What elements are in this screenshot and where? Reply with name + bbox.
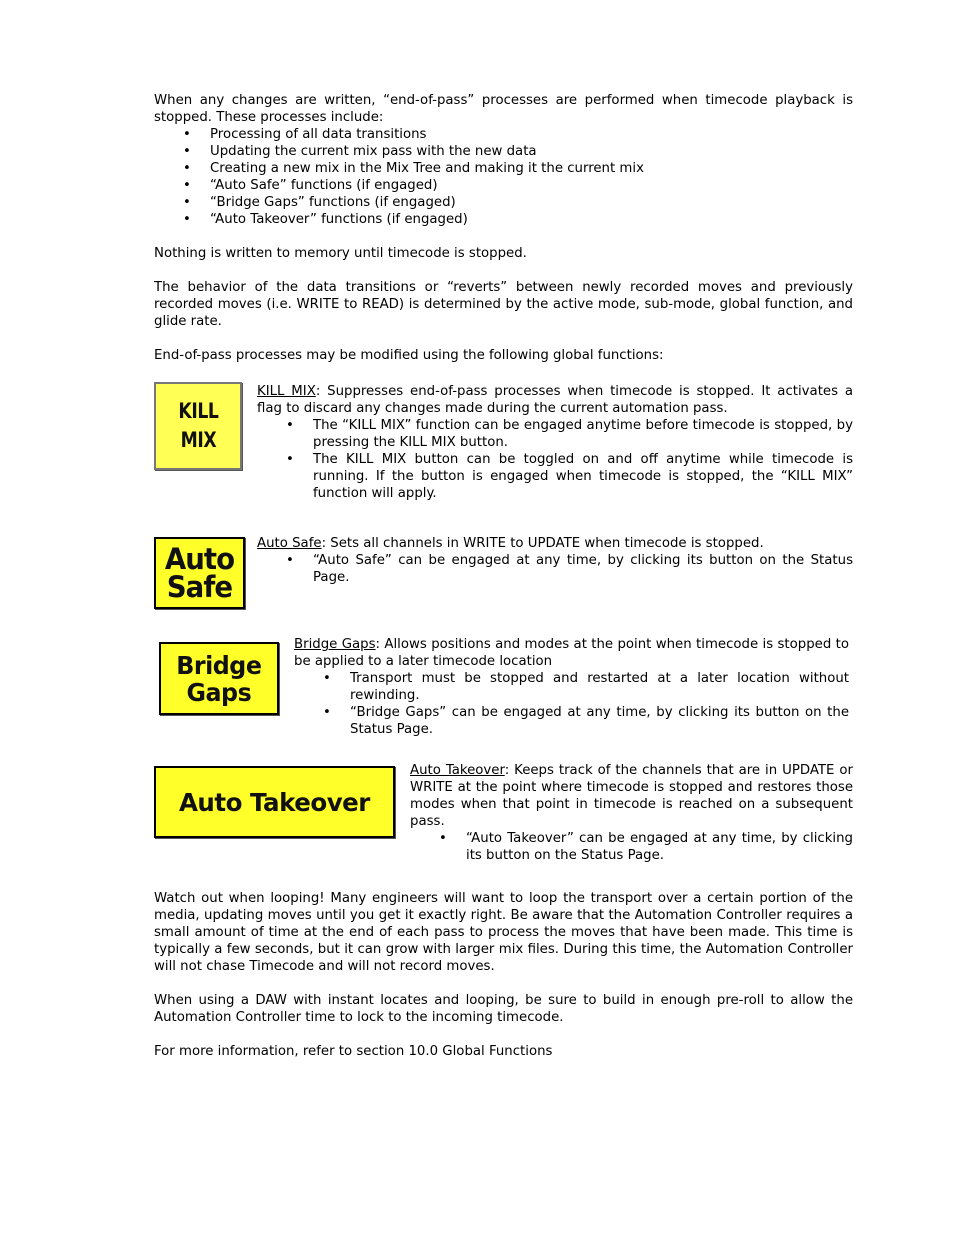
- list-item: • The “KILL MIX” function can be engaged anytime before timecode is stopped, by pressing the KILL MIX button.: [257, 417, 853, 451]
- list-item: • “Auto Safe” functions (if engaged): [154, 177, 853, 194]
- memory-paragraph: Nothing is written to memory until timecode is stopped.: [154, 246, 527, 261]
- auto-takeover-button-label: Auto Takeover: [179, 787, 370, 817]
- auto-takeover-title: Auto Takeover: [410, 763, 505, 778]
- list-item: • “Auto Safe” can be engaged at any time, by clicking its button on the Status Page.: [257, 552, 853, 586]
- auto-takeover-button[interactable]: [154, 766, 395, 838]
- behavior-paragraph: The behavior of the data transitions or “reverts” between newly recorded moves and previously recorded moves (i.e. WRITE to READ) is determined by the active mode, sub-mode, global function, and glide rate.: [154, 280, 853, 329]
- kill-mix-title: KILL MIX: [257, 384, 316, 399]
- daw-paragraph: When using a DAW with instant locates and looping, be sure to build in enough pre-roll to allow the Automation Controller time to lock to the incoming timecode.: [154, 993, 853, 1025]
- document-body: [154, 92, 853, 364]
- kill-mix-section: [257, 383, 853, 502]
- list-item: • Processing of all data transitions: [154, 126, 853, 143]
- end-of-pass-list: [154, 126, 853, 228]
- auto-takeover-section: [410, 762, 853, 864]
- list-item: • The KILL MIX button can be toggled on and off anytime while timecode is running. If the button is engaged when timecode is stopped, the “KILL MIX” function will apply.: [257, 451, 853, 502]
- auto-safe-button-line2: Safe: [166, 570, 233, 604]
- global-functions-intro: End-of-pass processes may be modified using the following global functions:: [154, 348, 664, 363]
- kill-mix-desc: : Suppresses end-of-pass processes when timecode is stopped. It activates a flag to discard any changes made during the current automation pass.: [257, 384, 853, 416]
- list-item: • Transport must be stopped and restarted at a later location without rewinding.: [294, 670, 849, 704]
- list-item: • Creating a new mix in the Mix Tree and making it the current mix: [154, 160, 853, 177]
- list-item: • “Auto Takeover” functions (if engaged): [154, 211, 853, 228]
- auto-safe-title: Auto Safe: [257, 536, 322, 551]
- kill-mix-button-line2: MIX: [180, 428, 216, 452]
- bridge-gaps-button-line2: Gaps: [186, 677, 252, 707]
- bridge-gaps-desc: : Allows positions and modes at the point when timecode is stopped to be applied to a later timecode location: [294, 637, 849, 669]
- list-item: • “Bridge Gaps” functions (if engaged): [154, 194, 853, 211]
- auto-safe-button[interactable]: [154, 537, 245, 609]
- bridge-gaps-section: [294, 636, 849, 738]
- auto-safe-button-line1: Auto: [164, 542, 235, 576]
- auto-safe-desc: : Sets all channels in WRITE to UPDATE when timecode is stopped.: [321, 536, 764, 551]
- auto-takeover-desc: : Keeps track of the channels that are in UPDATE or WRITE at the point where timecode is stopped and restores those modes when that point in timecode is reached on a subsequent pass.: [410, 763, 853, 829]
- kill-mix-button-line1: KILL: [177, 399, 219, 423]
- bridge-gaps-button[interactable]: [159, 642, 279, 715]
- intro-paragraph: When any changes are written, “end-of-pass” processes are performed when timecode playback is stopped. These processes include:: [154, 93, 853, 125]
- looping-paragraph: Watch out when looping! Many engineers will want to loop the transport over a certain portion of the media, updating moves until you get it exactly right. Be aware that the Automation Controller requires a small amount of time at the end of each pass to process the moves that have been made. This time is typically a few seconds, but it can grow with larger mix files. During this time, the Automation Controller will not chase Timecode and will not record moves.: [154, 891, 853, 974]
- reference-paragraph: For more information, refer to section 10.0 Global Functions: [154, 1044, 553, 1059]
- bridge-gaps-button-line1: Bridge: [176, 650, 262, 680]
- closing-section: [154, 890, 853, 1060]
- kill-mix-button[interactable]: [154, 382, 242, 470]
- list-item: • “Auto Takeover” can be engaged at any time, by clicking its button on the Status Page.: [410, 830, 853, 864]
- list-item: • “Bridge Gaps” can be engaged at any time, by clicking its button on the Status Page.: [294, 704, 849, 738]
- bridge-gaps-title: Bridge Gaps: [294, 637, 376, 652]
- list-item: • Updating the current mix pass with the new data: [154, 143, 853, 160]
- auto-safe-section: [257, 535, 853, 586]
